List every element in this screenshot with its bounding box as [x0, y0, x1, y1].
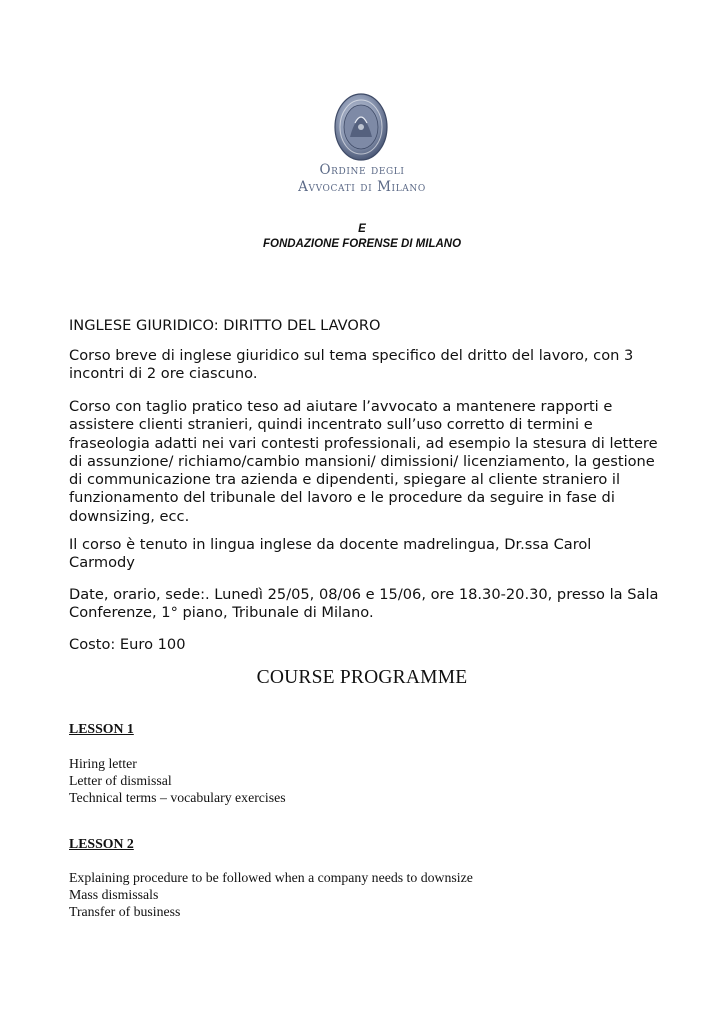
conjunction-label: E: [358, 223, 366, 235]
course-paragraph: Date, orario, sede:. Lunedì 25/05, 08/06 e 15/06, ore 18.30-20.30, presso la Sala Conferenze, 1° piano, Tribunale di Milano.: [69, 586, 659, 622]
course-paragraph: Corso con taglio pratico teso ad aiutare l’avvocato a mantenere rapporti e assistere clienti stranieri, quindi incentrato sull’uso corretto di termini e fraseologia adatti nei vari contesti professionali, ad esempio la stesura di lettere di assunzione/ richiamo/cambio mansioni/ dimissioni/ licenziamento, la gestione di communicazione tra azienda e dipendenti, spiegare al cliente straniero il funzionamento del tribunale del lavoro e le procedure da seguire in fase di downsizing, ecc.: [69, 398, 658, 525]
lesson-heading: LESSON 2: [69, 836, 134, 851]
course-cost: Costo: Euro 100: [69, 636, 186, 653]
list-item: Explaining procedure to be followed when a company needs to downsize: [69, 870, 473, 885]
programme-title: COURSE PROGRAMME: [256, 667, 468, 688]
list-item: Transfer of business: [69, 904, 181, 919]
course-paragraph: Corso breve di inglese giuridico sul tema specifico del dritto del lavoro, con 3 incontri di 2 ore ciascuno.: [69, 347, 634, 383]
list-item: Letter of dismissal: [69, 773, 172, 788]
list-item: Mass dismissals: [69, 887, 159, 902]
lesson-topic-list: [69, 869, 473, 920]
bar-association-seal-icon: [334, 93, 388, 161]
list-item: Technical terms – vocabulary exercises: [69, 790, 286, 805]
org-name-line-1: Ordine degli: [319, 162, 405, 178]
course-paragraph: Il corso è tenuto in lingua inglese da docente madrelingua, Dr.ssa Carol Carmody: [69, 536, 592, 572]
org-name-line-2: Avvocati di Milano: [298, 179, 426, 195]
lesson-topic-list: [69, 755, 286, 806]
foundation-name: FONDAZIONE FORENSE DI MILANO: [262, 238, 462, 250]
lesson-heading: LESSON 1: [69, 721, 134, 736]
organization-name: [250, 162, 474, 196]
course-title: INGLESE GIURIDICO: DIRITTO DEL LAVORO: [69, 317, 381, 334]
list-item: Hiring letter: [69, 756, 137, 771]
